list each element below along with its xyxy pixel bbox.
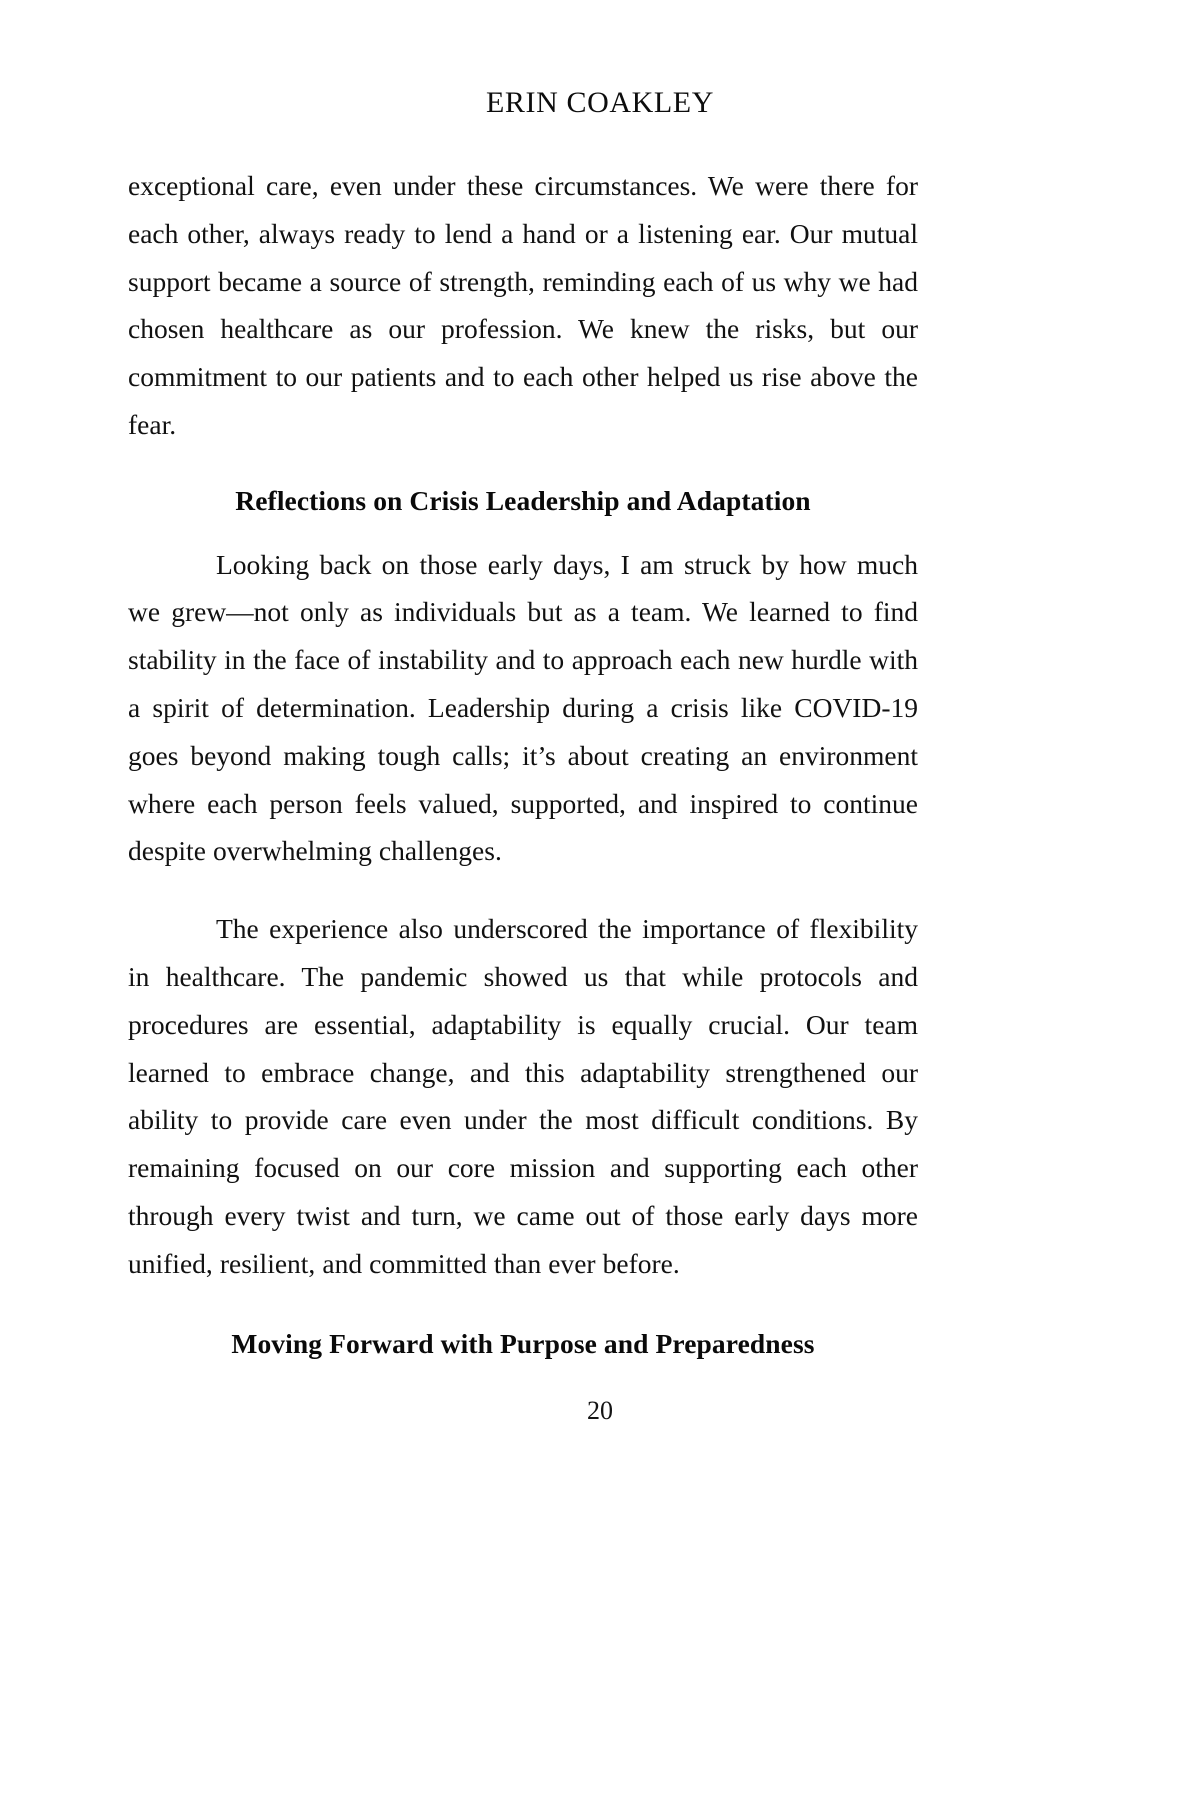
paragraph-continued: exceptional care, even under these circumstances. We were there for each other, always ready to lend a hand or a listening ear. Our mutual support became a source of strength, reminding each of us why we had chosen healthcare as our profession. We knew the risks, but our commitment to our patients and to each other helped us rise above the fear. — [128, 170, 918, 440]
page-number: 20 — [587, 1396, 613, 1425]
section-heading-moving-forward: Moving Forward with Purpose and Preparedness — [231, 1327, 815, 1359]
running-head: ERIN COAKLEY — [485, 86, 714, 119]
paragraph-flexibility: The experience also underscored the importance of flexibility in healthcare. The pandemic showed us that while protocols and procedures are essential, adaptability is equally crucial. Our team learned to embrace change, and this adaptability strengthened our ability to provide care even under the most difficult conditions. By remaining focused on our core mission and supporting each other through every twist and turn, we came out of those early days more unified, resilient, and committed than ever before. — [128, 913, 918, 1279]
section-heading-reflections: Reflections on Crisis Leadership and Adaptation — [235, 484, 811, 516]
paragraph-reflections: Looking back on those early days, I am struck by how much we grew—not only as individuals but as a team. We learned to find stability in the face of instability and to approach each new hurdle with a spirit of determination. Leadership during a crisis like COVID-19 goes beyond making tough calls; it’s about creating an environment where each person feels valued, supported, and inspired to continue despite overwhelming challenges. — [128, 548, 918, 867]
text-column — [128, 162, 918, 1367]
